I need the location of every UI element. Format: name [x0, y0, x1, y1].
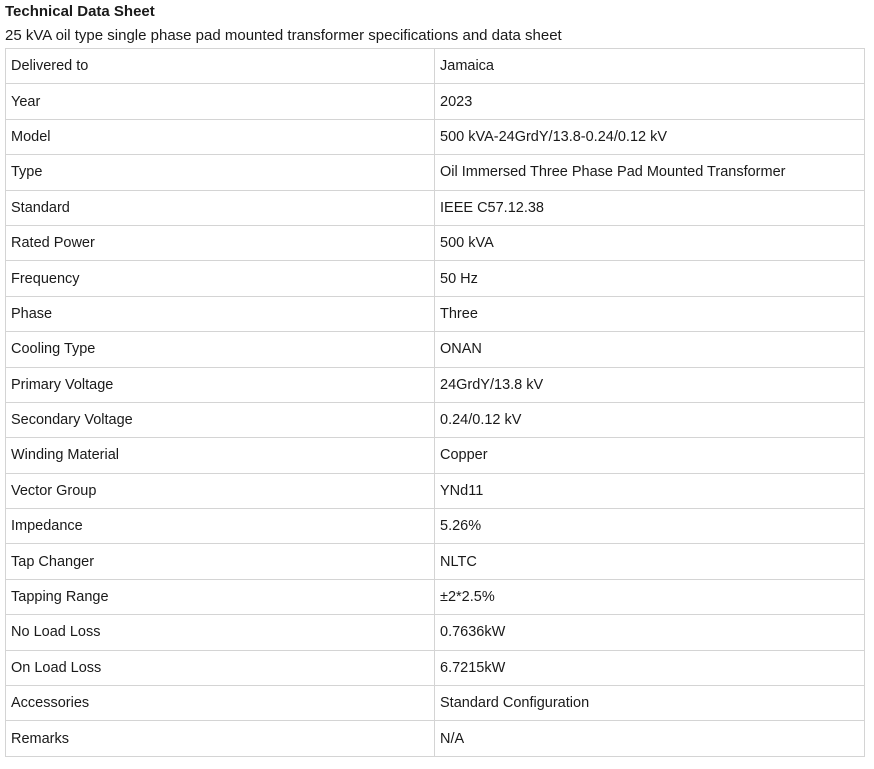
table-row — [6, 615, 865, 650]
row-value: IEEE C57.12.38 — [435, 190, 865, 225]
row-label: Impedance — [6, 509, 435, 544]
row-label: Type — [6, 155, 435, 190]
table-row — [6, 686, 865, 721]
row-value: Oil Immersed Three Phase Pad Mounted Transformer — [435, 155, 865, 190]
row-value: 24GrdY/13.8 kV — [435, 367, 865, 402]
row-value: 5.26% — [435, 509, 865, 544]
row-label: Primary Voltage — [6, 367, 435, 402]
data-sheet-page — [5, 0, 865, 757]
table-row — [6, 332, 865, 367]
row-value: YNd11 — [435, 473, 865, 508]
row-value: 2023 — [435, 84, 865, 119]
table-row — [6, 721, 865, 756]
row-value: ONAN — [435, 332, 865, 367]
table-row — [6, 509, 865, 544]
row-label: Phase — [6, 296, 435, 331]
sheet-subtitle: 25 kVA oil type single phase pad mounted transformer specifications and data sheet — [5, 27, 562, 44]
spec-table-body — [6, 49, 865, 757]
table-row — [6, 473, 865, 508]
row-label: Tapping Range — [6, 579, 435, 614]
table-row — [6, 367, 865, 402]
row-label: Frequency — [6, 261, 435, 296]
sheet-title: Technical Data Sheet — [5, 3, 155, 20]
row-value: 500 kVA-24GrdY/13.8-0.24/0.12 kV — [435, 119, 865, 154]
row-label: Cooling Type — [6, 332, 435, 367]
row-label: Model — [6, 119, 435, 154]
row-value: Copper — [435, 438, 865, 473]
row-label: Rated Power — [6, 225, 435, 260]
row-value: 500 kVA — [435, 225, 865, 260]
row-value: Jamaica — [435, 49, 865, 84]
table-row — [6, 261, 865, 296]
row-value: NLTC — [435, 544, 865, 579]
table-row — [6, 225, 865, 260]
table-row — [6, 190, 865, 225]
row-label: On Load Loss — [6, 650, 435, 685]
table-row — [6, 84, 865, 119]
table-row — [6, 579, 865, 614]
row-label: Standard — [6, 190, 435, 225]
row-value: 50 Hz — [435, 261, 865, 296]
row-label: Winding Material — [6, 438, 435, 473]
row-label: Vector Group — [6, 473, 435, 508]
table-row — [6, 544, 865, 579]
row-label: Delivered to — [6, 49, 435, 84]
table-row — [6, 438, 865, 473]
row-value: 0.24/0.12 kV — [435, 402, 865, 437]
row-value: Three — [435, 296, 865, 331]
row-label: Tap Changer — [6, 544, 435, 579]
table-row — [6, 155, 865, 190]
row-value: 0.7636kW — [435, 615, 865, 650]
table-row — [6, 296, 865, 331]
row-label: Year — [6, 84, 435, 119]
row-label: Accessories — [6, 686, 435, 721]
table-row — [6, 49, 865, 84]
row-value: 6.7215kW — [435, 650, 865, 685]
spec-table — [5, 48, 865, 757]
table-row — [6, 402, 865, 437]
row-label: Secondary Voltage — [6, 402, 435, 437]
row-value: N/A — [435, 721, 865, 756]
table-row — [6, 119, 865, 154]
row-value: ±2*2.5% — [435, 579, 865, 614]
table-row — [6, 650, 865, 685]
row-value: Standard Configuration — [435, 686, 865, 721]
row-label: No Load Loss — [6, 615, 435, 650]
row-label: Remarks — [6, 721, 435, 756]
